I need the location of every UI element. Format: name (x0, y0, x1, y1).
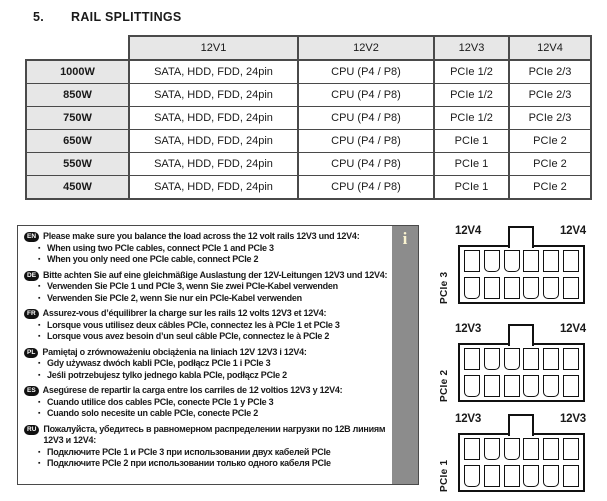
pin (563, 250, 579, 272)
pin (464, 465, 480, 487)
bullet-icon: ▪ (38, 360, 41, 367)
pin (484, 465, 500, 487)
row-label-550w: 550W (26, 153, 129, 176)
pin (523, 375, 539, 397)
notes-box (17, 225, 419, 485)
connector-name: PCIe 2 (439, 369, 450, 402)
rail-label-right: 12V4 (559, 225, 586, 237)
pin (523, 277, 539, 299)
note-bullet-text: When using two PCIe cables, connect PCIe 1 and PCIe 3 (47, 242, 274, 253)
rail-label-left: 12V3 (455, 323, 482, 335)
note-intro (24, 270, 388, 282)
rail-label-right: 12V4 (559, 323, 586, 335)
lang-badge-ru: RU (24, 425, 39, 435)
table-cell: CPU (P4 / P8) (298, 60, 434, 84)
connector-diagram-pcie-1 (438, 413, 590, 501)
table-corner-blank (26, 36, 129, 60)
pin (543, 250, 559, 272)
pin (504, 250, 520, 272)
bullet-icon: ▪ (38, 460, 41, 467)
table-cell: PCIe 1 (434, 153, 509, 176)
info-icon: i (402, 229, 408, 248)
note-bullet-text: Lorsque vous utilisez deux câbles PCIe, connectez les à PCIe 1 et PCIe 3 (47, 319, 340, 330)
note-es (24, 385, 388, 420)
notes-list (24, 231, 388, 480)
table-cell: SATA, HDD, FDD, 24pin (129, 84, 298, 107)
connector-diagram-pcie-2 (438, 323, 590, 411)
note-intro (24, 385, 388, 397)
note-bullet (24, 331, 388, 343)
note-bullet (24, 370, 388, 382)
pin (464, 348, 480, 370)
table-cell: CPU (P4 / P8) (298, 130, 434, 153)
note-bullet (24, 458, 388, 470)
lang-badge-pl: PL (24, 348, 38, 358)
pin (543, 438, 559, 460)
note-bullet (24, 254, 388, 266)
lang-badge-fr: FR (24, 309, 39, 319)
bullet-icon: ▪ (38, 398, 41, 406)
connector-tab (508, 414, 534, 436)
bullet-icon: ▪ (38, 448, 41, 456)
page-title: RAIL SPLITTINGS (71, 10, 182, 24)
pin (464, 375, 480, 397)
note-intro (24, 231, 388, 243)
note-bullet (24, 397, 388, 409)
table-cell: SATA, HDD, FDD, 24pin (129, 107, 298, 130)
note-bullet (24, 358, 388, 370)
column-header-12v4: 12V4 (509, 36, 591, 60)
note-intro (24, 347, 388, 359)
note-intro-text: Bitte achten Sie auf eine gleichmäßige Auslastung der 12V-Leitungen 12V3 und 12V4: (43, 269, 388, 280)
note-fr (24, 308, 388, 343)
pin (504, 375, 520, 397)
pin-row (464, 277, 579, 299)
rail-label-left: 12V4 (455, 225, 482, 237)
connector-tab (508, 226, 534, 248)
note-intro-text: Assurez-vous d’équilibrer la charge sur les rails 12 volts 12V3 et 12V4: (42, 308, 327, 318)
note-bullet (24, 243, 388, 255)
column-header-12v3: 12V3 (434, 36, 509, 60)
row-label-450w: 450W (26, 176, 129, 200)
pin (563, 277, 579, 299)
section-number: 5. (33, 10, 45, 24)
rail-label-right: 12V3 (559, 413, 586, 425)
pin (543, 348, 559, 370)
row-label-850w: 850W (26, 84, 129, 107)
connector-name: PCIe 1 (439, 459, 450, 492)
pin (523, 465, 539, 487)
connectors (438, 0, 598, 501)
note-pl (24, 347, 388, 382)
note-en (24, 231, 388, 266)
connector-body (458, 433, 585, 492)
table-cell: PCIe 2/3 (509, 60, 591, 84)
note-intro-text: Pamiętaj o zrównoważeniu obciążenia na liniach 12V 12V3 i 12V4: (42, 346, 307, 357)
lang-badge-es: ES (24, 386, 39, 396)
note-intro (24, 424, 388, 447)
table-cell: CPU (P4 / P8) (298, 176, 434, 200)
rail-label-left: 12V3 (455, 413, 482, 425)
bullet-icon: ▪ (38, 333, 41, 340)
connector-diagram-pcie-3 (438, 225, 590, 313)
note-bullet-text: Lorsque vous avez besoin d’un seul câble PCIe, connectez le à PCIe 2 (47, 331, 330, 341)
note-bullet-text: Jeśli potrzebujesz tylko jednego kabla PCIe, podłącz PCIe 2 (47, 369, 287, 380)
pin (543, 465, 559, 487)
pin (523, 348, 539, 370)
pin-row (464, 250, 579, 272)
pin (504, 277, 520, 299)
note-de (24, 270, 388, 305)
column-header-12v2: 12V2 (298, 36, 434, 60)
note-intro (24, 308, 388, 320)
table-cell: SATA, HDD, FDD, 24pin (129, 153, 298, 176)
table-cell: PCIe 2/3 (509, 84, 591, 107)
connector-body (458, 343, 585, 402)
pin (484, 438, 500, 460)
table-cell: CPU (P4 / P8) (298, 84, 434, 107)
pin-row (464, 375, 579, 397)
note-intro-text: Asegúrese de repartir la carga entre los carriles de 12 voltios 12V3 y 12V4: (42, 385, 343, 395)
pin (563, 438, 579, 460)
pin (484, 375, 500, 397)
note-bullet-text: Gdy używasz dwóch kabli PCIe, podłącz PCIe 1 i PCIe 3 (47, 358, 271, 368)
table-cell: PCIe 2 (509, 176, 591, 200)
bullet-icon: ▪ (38, 244, 41, 252)
pin (504, 348, 520, 370)
note-bullet (24, 281, 388, 293)
bullet-icon: ▪ (38, 321, 41, 329)
table-cell: SATA, HDD, FDD, 24pin (129, 60, 298, 84)
table-cell: CPU (P4 / P8) (298, 153, 434, 176)
pin (563, 465, 579, 487)
table-cell: CPU (P4 / P8) (298, 107, 434, 130)
note-ru (24, 424, 388, 470)
table-cell: SATA, HDD, FDD, 24pin (129, 130, 298, 153)
table-cell: PCIe 2 (509, 153, 591, 176)
note-bullet-text: Подключите PCIe 1 и PCIe 3 при использовании двух кабелей PCIe (47, 446, 331, 457)
bullet-icon: ▪ (38, 410, 41, 417)
pin (484, 277, 500, 299)
section-title (33, 10, 182, 24)
pin (484, 348, 500, 370)
lang-badge-de: DE (24, 271, 39, 281)
bullet-icon: ▪ (38, 283, 41, 290)
pin (543, 277, 559, 299)
table-cell: PCIe 1/2 (434, 107, 509, 130)
pin (464, 250, 480, 272)
note-intro-text: Пожалуйста, убедитесь в равномерном распределении нагрузки по 12В линиям 12V3 и 12V4: (43, 423, 386, 445)
table-cell: SATA, HDD, FDD, 24pin (129, 176, 298, 200)
row-label-750w: 750W (26, 107, 129, 130)
row-label-1000w: 1000W (26, 60, 129, 84)
note-bullet-text: When you only need one PCIe cable, connect PCIe 2 (47, 254, 259, 264)
lang-badge-en: EN (24, 232, 39, 242)
note-intro-text: Please make sure you balance the load across the 12 volt rails 12V3 und 12V4: (43, 231, 360, 241)
table-cell: PCIe 2 (509, 130, 591, 153)
pin-row (464, 438, 579, 460)
table-cell: PCIe 1/2 (434, 60, 509, 84)
note-bullet-text: Подключите PCIe 2 при использовании только одного кабеля PCIe (47, 458, 331, 468)
column-header-12v1: 12V1 (129, 36, 298, 60)
bullet-icon: ▪ (38, 256, 41, 263)
pin-row (464, 465, 579, 487)
row-label-650w: 650W (26, 130, 129, 153)
pin (504, 438, 520, 460)
note-bullet (24, 293, 388, 305)
pin (464, 438, 480, 460)
table-cell: PCIe 2/3 (509, 107, 591, 130)
note-bullet-text: Cuando utilice dos cables PCIe, conecte PCIe 1 y PCIe 3 (47, 396, 274, 407)
connector-body (458, 245, 585, 304)
pin (563, 348, 579, 370)
note-bullet-text: Cuando solo necesite un cable PCIe, conecte PCIe 2 (47, 408, 259, 418)
table-cell: PCIe 1/2 (434, 84, 509, 107)
pin (484, 250, 500, 272)
pin (464, 277, 480, 299)
bullet-icon: ▪ (38, 294, 41, 302)
info-bar (392, 226, 418, 484)
pin-row (464, 348, 579, 370)
connector-tab (508, 324, 534, 346)
pin (563, 375, 579, 397)
table-cell: PCIe 1 (434, 130, 509, 153)
note-bullet (24, 447, 388, 459)
note-bullet-text: Verwenden Sie PCIe 2, wenn Sie nur ein PCIe-Kabel verwenden (47, 292, 302, 303)
connector-name: PCIe 3 (439, 271, 450, 304)
pin (504, 465, 520, 487)
pin (523, 438, 539, 460)
pin (543, 375, 559, 397)
note-bullet-text: Verwenden Sie PCIe 1 und PCIe 3, wenn Sie zwei PCIe-Kabel verwenden (47, 281, 338, 291)
note-bullet (24, 408, 388, 420)
pin (523, 250, 539, 272)
bullet-icon: ▪ (38, 371, 41, 379)
table-cell: PCIe 1 (434, 176, 509, 200)
note-bullet (24, 320, 388, 332)
